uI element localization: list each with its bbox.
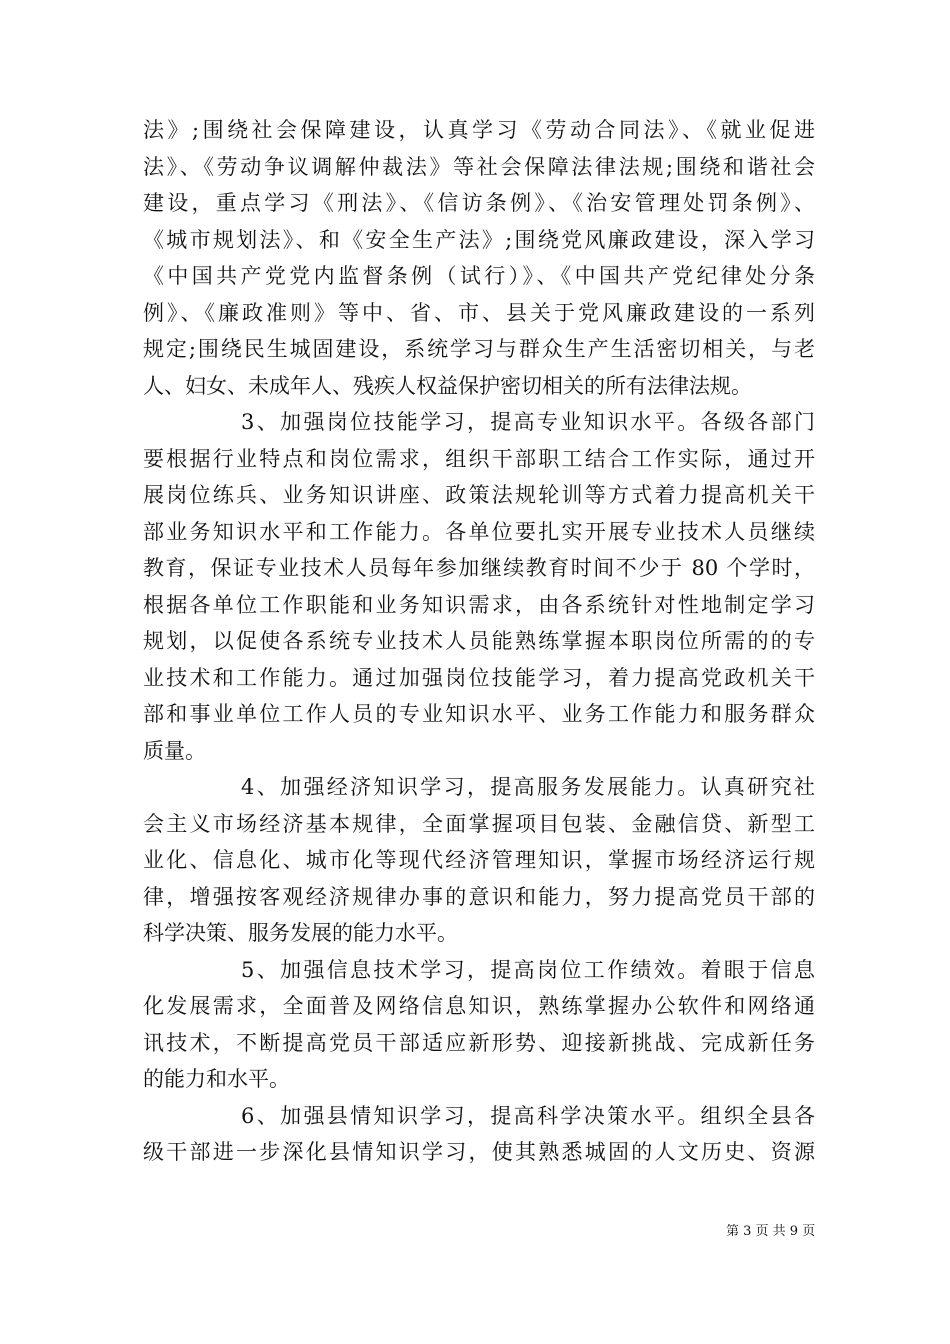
- text-line: 质量。: [143, 738, 206, 763]
- text-line: 人、妇女、未成年人、残疾人权益保护密切相关的所有法律法规。: [143, 373, 752, 398]
- text-line: 的能力和水平。: [143, 1067, 290, 1091]
- text-line-indented: 3、加强岗位技能学习，提高专业知识水平。各级各部门: [241, 410, 815, 434]
- paragraph-item-3: [143, 404, 815, 769]
- text-line: 法》、《劳动争议调解仲裁法》等社会保障法律法规;围绕和谐社会: [143, 154, 815, 179]
- text-line: 律，增强按客观经济规律办事的意识和能力，努力提高党员干部的: [143, 884, 815, 909]
- text-line: 法》;围绕社会保障建设，认真学习《劳动合同法》、《就业促进: [143, 118, 815, 142]
- document-body: [143, 112, 815, 1171]
- text-line: 会主义市场经济基本规律，全面掌握项目包装、金融信贷、新型工: [143, 811, 815, 836]
- text-line-indented: 6、加强县情知识学习，提高科学决策水平。组织全县各: [241, 1103, 815, 1128]
- text-line: 教育，保证专业技术人员每年参加继续教育时间不少于 80 个学时，: [143, 556, 815, 580]
- text-line: 部和事业单位工作人员的专业知识水平、业务工作能力和服务群众: [143, 702, 815, 726]
- text-line: 业化、信息化、城市化等现代经济管理知识，掌握市场经济运行规: [143, 848, 815, 872]
- text-line: 规划，以促使各系统专业技术人员能熟练掌握本职岗位所需的的专: [143, 629, 815, 653]
- paragraph-law-study-continued: [143, 112, 815, 404]
- text-line: 级干部进一步深化县情知识学习，使其熟悉城固的人文历史、资源: [143, 1140, 815, 1164]
- text-line-indented: 5、加强信息技术学习，提高岗位工作绩效。着眼于信息: [241, 957, 815, 982]
- paragraph-item-4: [143, 769, 815, 952]
- text-line: 例》、《廉政准则》等中、省、市、县关于党风廉政建设的一系列: [143, 300, 815, 325]
- text-line: 业技术和工作能力。通过加强岗位技能学习，着力提高党政机关干: [143, 665, 815, 690]
- text-line: 《中国共产党党内监督条例（试行）》、《中国共产党纪律处分条: [143, 264, 815, 288]
- paragraph-item-6: [143, 1098, 815, 1171]
- text-line: 化发展需求，全面普及网络信息知识，熟练掌握办公软件和网络通: [143, 994, 815, 1018]
- page-number: 第 3 页 共 9 页: [726, 1224, 816, 1239]
- text-line: 部业务知识水平和工作能力。各单位要扎实开展专业技术人员继续: [143, 519, 815, 544]
- text-line: 建设，重点学习《刑法》、《信访条例》、《治安管理处罚条例》、: [143, 191, 815, 215]
- text-line: 《城市规划法》、和《安全生产法》;围绕党风廉政建设，深入学习: [143, 227, 815, 252]
- text-line: 规定;围绕民生城固建设，系统学习与群众生产生活密切相关，与老: [143, 337, 815, 361]
- text-line: 根据各单位工作职能和业务知识需求，由各系统针对性地制定学习: [143, 592, 815, 617]
- text-line: 讯技术，不断提高党员干部适应新形势、迎接新挑战、完成新任务: [143, 1030, 815, 1055]
- text-line: 科学决策、服务发展的能力水平。: [143, 921, 458, 945]
- text-line: 展岗位练兵、业务知识讲座、政策法规轮训等方式着力提高机关干: [143, 483, 815, 507]
- text-line-indented: 4、加强经济知识学习，提高服务发展能力。认真研究社: [241, 775, 815, 799]
- paragraph-item-5: [143, 952, 815, 1098]
- text-line: 要根据行业特点和岗位需求，组织干部职工结合工作实际，通过开: [143, 446, 815, 471]
